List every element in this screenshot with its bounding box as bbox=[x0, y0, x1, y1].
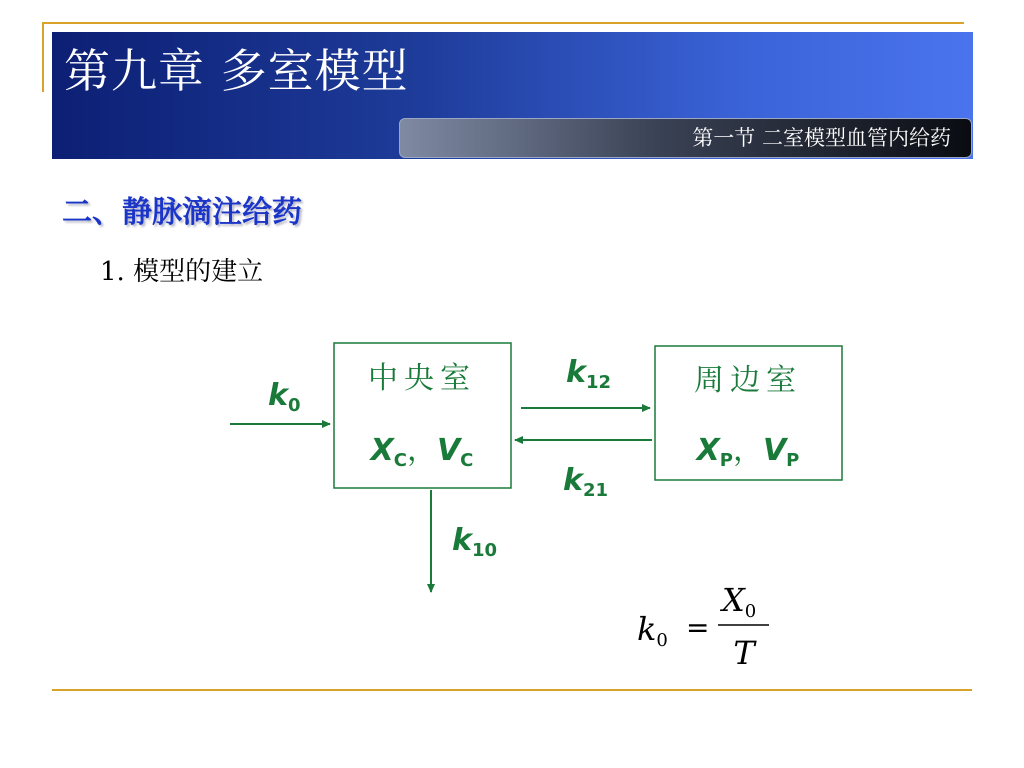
central-compartment-vars: $X_C$，$V_C$ bbox=[370, 433, 474, 471]
central-compartment-label: 中央室 bbox=[368, 361, 476, 396]
peripheral-compartment-label: 周边室 bbox=[694, 363, 802, 398]
slide-title: 第九章 多室模型 bbox=[64, 44, 409, 98]
k10-label: $k_{10}$ bbox=[452, 523, 498, 561]
formula-lhs: k0 bbox=[637, 610, 668, 651]
k21-label: $k_{21}$ bbox=[563, 463, 609, 501]
peripheral-compartment-vars: $X_P$，$V_P$ bbox=[696, 433, 800, 471]
formula-equals: = bbox=[686, 611, 710, 644]
formula-denominator: T bbox=[733, 634, 755, 672]
k12-label: $k_{12}$ bbox=[566, 355, 612, 393]
bottom-decor-line bbox=[52, 689, 972, 691]
formula-numerator: X0 bbox=[722, 581, 757, 622]
subsection-heading: 1. 模型的建立 bbox=[100, 257, 264, 287]
section-heading: 二、静脉滴注给药 bbox=[62, 195, 302, 230]
infusion-rate-formula bbox=[637, 581, 769, 672]
slide-subtitle: 第一节 二室模型血管内给药 bbox=[692, 126, 951, 150]
k0-label: $k_0$ bbox=[268, 378, 301, 416]
